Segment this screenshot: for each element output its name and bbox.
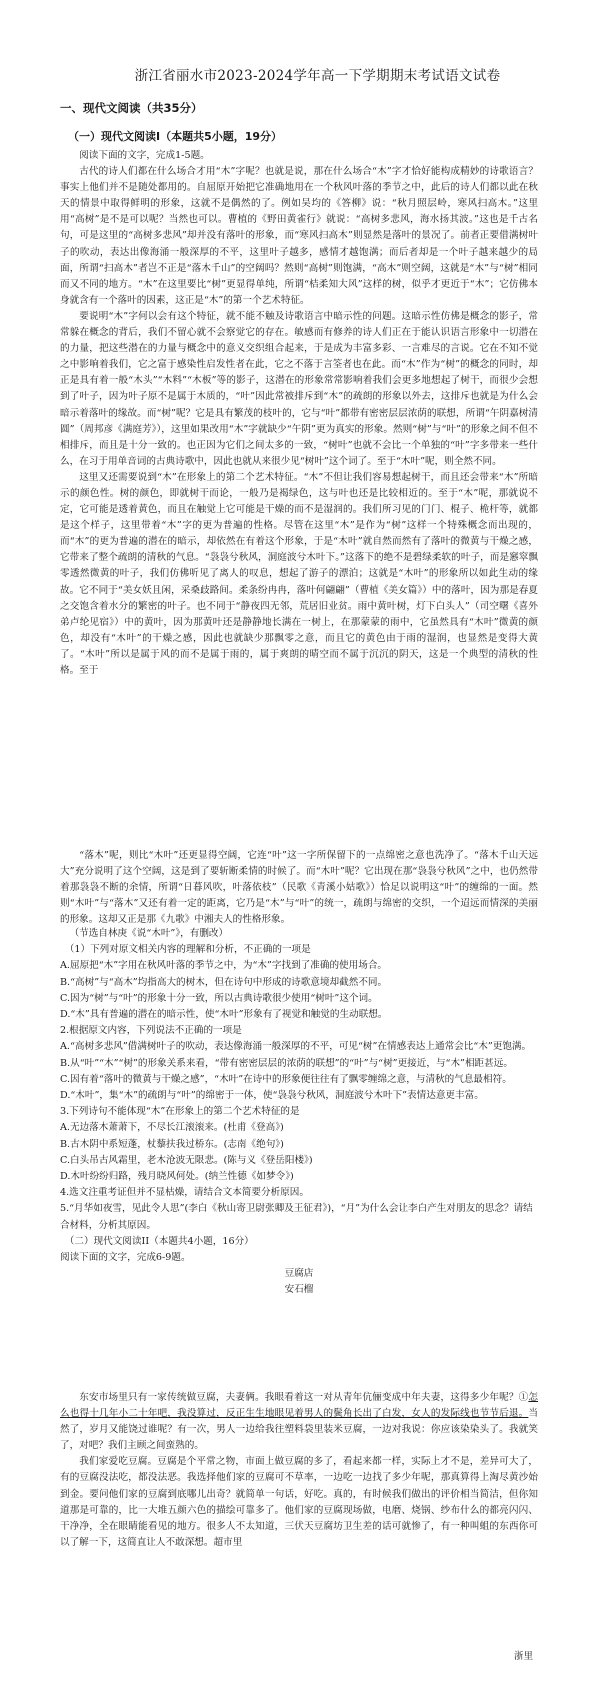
question-option: A.“高树多悲风”借满树叶子的吹动，表达像海涌一般深厚的不平，可见“树”在情感表达上通常会比“木”更饱满。 xyxy=(60,1041,532,1053)
question-option: B.“高树”与“高木”均指高大的树木，但在诗句中形成的诗歌意境却截然不同。 xyxy=(60,976,388,988)
reading-passage-1 xyxy=(60,148,538,679)
question-option: A.屈原把“木”字用在秋风叶落的季节之中，为“木”字找到了准确的使用场合。 xyxy=(60,960,388,972)
question-4: 4.选文注重考证但并不显枯燥，请结合文本简要分析原因。 xyxy=(60,1187,309,1199)
reading-instruction-1: 阅读下面的文字，完成1-5题。 xyxy=(79,150,210,161)
question-2: 2.根据原文内容，下列说法不正确的一项是 xyxy=(60,1025,242,1037)
story-text: 东安市场里只有一家传统做豆腐，夫妻俩。我眼看着这一对从青年伉俪变成中年夫妻，这得多少年呢？① xyxy=(79,1392,529,1403)
reading-passage-2 xyxy=(60,1390,538,1551)
question-3: 3.下列诗句不能体现“木”在形象上的第二个艺术特征的是 xyxy=(60,1106,300,1118)
document-title: 浙江省丽水市2023-2024学年高一下学期期末考试语文试卷 xyxy=(134,68,501,84)
reading-passage-1-continued xyxy=(60,848,538,928)
story-author: 安石榴 xyxy=(284,1284,314,1296)
question-option: C.白头吊古风霜里，老木沧波无限悲。(陈与义《登岳阳楼》) xyxy=(60,1154,313,1166)
passage-paragraph: 古代的诗人们都在什么场合才用“木”字呢？也就是说，那在什么场合“木”字才恰好能构成精妙的诗歌语言？事实上他们并不是随处都用的。自屈原开始把它准确地用在一个秋风叶落的季节之中，此后的诗人们都以此在秋天的情景中取得鲜明的形象，这就不是偶然的了。例如吴均的《答柳》说：“秋月照层岭，寒风扫高木。”这里用“高树”是不是可以呢？当然也可以。曹植的《野田黄雀行》就说：“高树多悲风，海水扬其波。”这也是千古名句，可是这里的“高树多悲风”却并没有落叶的形象，而“寒风扫高木”则显然是落叶的景况了。前者正要借满树叶子的吹动，表达出像海涌一般深厚的不平，这里叶子越多，感情才越饱满；而后者却是一个叶子越来越少的局面，所谓“扫高木”者岂不正是“落木千山”的空阔吗？然则“高树”则饱满，“高木”则空阔，这就是“木”与“树”相同而又不同的地方。“木”在这里要比“树”更显得单纯，所谓“桔柔知大风”这样的树，似乎才更近于“木”；它仿佛本身就含有一个落叶的因素，这正是“木”的第一个艺术特征。 xyxy=(60,166,538,306)
passage-source: （节选自林庚《说“木叶”》，有删改） xyxy=(69,928,229,939)
story-paragraph: 我们家爱吃豆腐。豆腐是个平常之物，市面上做豆腐的多了，看起来都一样，实际上才不是，差异可大了，有的豆腐没法吃，都没法恶。我选择他们家的豆腐可不草率，一边吃一边找了多少年呢，那真算得上淘尽黄沙始到金。要问他们家的豆腐到底哪儿出奇？就简单一句话，好吃。真的，有时候我们做出的评价相当简洁，但你知道那是可靠的，比一大堆五颜六色的描绘可靠多了。他们家的豆腐现场做，电磨、烧锅、纱布什么的都亮闪闪、干净净，全在眼睛能看见的地方。很多人不太知道，三伏天豆腐坊卫生差的话可就惨了，有一种叫蛆的东西你可以了解一下，这简直让人不敢深想。超市里 xyxy=(60,1456,538,1548)
question-option: B.从“叶”“木”“树”的形象关系来看，“带有密密层层的浓荫的联想”的“叶”与“树”更接近，与“木”相距甚远。 xyxy=(60,1057,513,1069)
subsection-heading-1: （一）现代文阅读Ⅰ（本题共5小题，19分） xyxy=(68,130,283,143)
question-option: D.“木叶”，集“木”的疏朗与“叶”的绵密于一体，使“袅袅兮秋风，洞庭波兮木叶下”表情达意更丰富。 xyxy=(60,1090,484,1102)
question-option: B.古木阴中系短蓬，杖藜扶我过桥东。(志南《绝句》) xyxy=(60,1138,284,1150)
passage-paragraph: 要说明“木”字何以会有这个特征，就不能不触及诗歌语言中暗示性的问题。这暗示性仿佛是概念的影子，常常躲在概念的背后，我们不留心就不会察觉它的存在。敏感而有修养的诗人们正在于能认识语言形象中一切潜在的力量，把这些潜在的力量与概念中的意义交织组合起来，于是成为丰富多彩、一言难尽的言说。它在不知不觉之中影响着我们，它之富于感染性启发性者在此，它之不落于言筌者也在此。而“木”作为“树”的概念的同时，却正是具有着一般“木头”“木料”“木板”等的影子，这潜在的形象常常影响着我们会更多地想起了树干，而很少会想到了叶子，因为叶子原不是属于木质的，“叶”因此常被排斥到“木”的疏朗的形象以外去，这排斥也就是为什么会暗示着落叶的缘故。而“树”呢？它是具有繁茂的枝叶的，它与“叶”都带有密密层层浓荫的联想，所谓“午阴嘉树清圆”（周邦彦《满庭芳》），这里如果改用“木”字就缺少“午阴”更为真实的形象。然则“树”与“叶”的形象之间不但不相排斥，而且是十分一致的。也正因为它们之间太多的一致，“树叶”也就不会比一个单独的“叶”字多带来一些什么，在习于用单音词的古典诗歌中，因此也就从来很少见“树叶”这个词了。至于“木叶”呢，则全然不同。 xyxy=(60,310,538,467)
question-option: D.“木”具有普遍的潜在的暗示性，使“木叶”形象有了视觉和触觉的生动联想。 xyxy=(60,1009,388,1021)
story-text: 当然了，岁月又能饶过谁呢？有一次，男人一边给我往塑料袋里装米豆腐，一边对我说：你应该染染头了。我就笑了，对吧？我们主顾之间蛮熟的。 xyxy=(60,1408,538,1452)
question-option: D.木叶纷纷归路，残月晓风何处。(纳兰性德《如梦令》) xyxy=(60,1171,294,1183)
passage-paragraph: 这里又还需要说到“木”在形象上的第二个艺术特征。“木”不但让我们容易想起树干，而且还会带来“木”所暗示的颜色性。树的颜色，即就树干而论，一般乃是褐绿色，这与叶也还是比较相近的。至于“木”呢，那就说不定，它可能是透着黄色，而且在触觉上它可能是干燥的而不是湿润的。我们所习见的门门、棍子、桅杆等，就都是这个样子，这里带着“木”字的更为普遍的性格。尽管在这里“木”是作为“树”这样一个特殊概念而出现的，而“木”的更为普遍的潜在的暗示，却依然在有着这个形象，于是“木叶”就自然而然有了落叶的微黄与干燥之感，它带来了整个疏朗的清秋的气息。“袅袅兮秋风，洞庭波兮木叶下。”这落下的绝不是碧绿柔软的叶子，而是窸窣飘零透然微黄的叶子，我们仿佛听见了离人的叹息，想起了游子的漂泊；这就是“木叶”的形象所以如此生动的缘故。它不同于“美女妖且闲，采桑歧路间。柔条纷冉冉，落叶何翩翩”（曹植《美女篇》）中的落叶，因为那是春夏之交饱含着水分的繁密的叶子。也不同于“静夜四无邻，荒居旧业贫。雨中黄叶树，灯下白头人”（司空曙《喜外弟卢纶见宿》）中的黄叶，因为那黄叶还是静静地长满在一树上，在那蒙蒙的雨中，它虽然具有“木叶”微黄的颜色，却没有“木叶”的干燥之感，因此也就缺少那飘零之意，而且它的黄色由于雨的湿润，也显然是变得大黄了。“木叶”所以是属于风的而不是属于雨的，属于爽朗的晴空而不属于沉沉的阴天，这是一个典型的清秋的性格。至于 xyxy=(60,471,538,676)
question-option: C.因为“树”与“叶”的形象十分一致，所以古典诗歌很少使用“树叶”这个词。 xyxy=(60,992,378,1004)
story-title: 豆腐店 xyxy=(284,1268,314,1280)
passage-paragraph: “落木”呢，则比“木叶”还更显得空阔，它连“叶”这一字所保留下的一点绵密之意也洗净了。“落木千山天远大”充分说明了这个空阔，这是到了要斩断柔情的时候了。而“木叶”呢？它出现在那“袅袅兮秋风”之中，也仍然带着那袅袅不断的余情，所谓“日暮风吹，叶落依枝”（民歌《青溪小姑歌》）恰足以说明这“叶”的缠绵的一面。然则“木叶”与“落木”又还有着一定的距离，它乃是“木”与“叶”的统一，疏朗与绵密的交织，一个迢远而情深的美丽的形象。这却又正是那《九歌》中湘夫人的性格形象。 xyxy=(60,850,538,926)
section-heading: 一、现代文阅读（共35分） xyxy=(60,101,203,115)
question-option: A.无边落木萧萧下，不尽长江滚滚来。(杜甫《登高》) xyxy=(60,1122,284,1134)
reading-instruction-2: 阅读下面的文字，完成6-9题。 xyxy=(60,1252,191,1264)
questions-block xyxy=(60,926,538,1299)
question-1: （1）下列对原文相关内容的理解和分析，不正确的一项是 xyxy=(64,944,311,956)
underlined-sentence: 怎么也得十几年小二十年吧，我没算过，反正生生地眼见着男人的鬓角长出了白发，女人的发际线也节节后退。 xyxy=(60,1392,538,1420)
question-5: 5.“月华如夜雪，见此令人思”(李白《秋山寄卫尉张卿及王征君》)，“月”为什么会让李白产生对朋友的思念？请结合材料，分析其原因。 xyxy=(60,1203,533,1231)
question-option: C.因有着“落叶的微黄与干燥之感”，“木叶”在诗中的形象便往往有了飘零缠绵之意，与清秋的气息最相符。 xyxy=(60,1073,512,1085)
subsection-heading-2: （二）现代文阅读II（本题共4小题，16分） xyxy=(64,1235,254,1247)
story-paragraph xyxy=(60,1390,538,1454)
page-footer: 浙里 xyxy=(513,1651,533,1662)
